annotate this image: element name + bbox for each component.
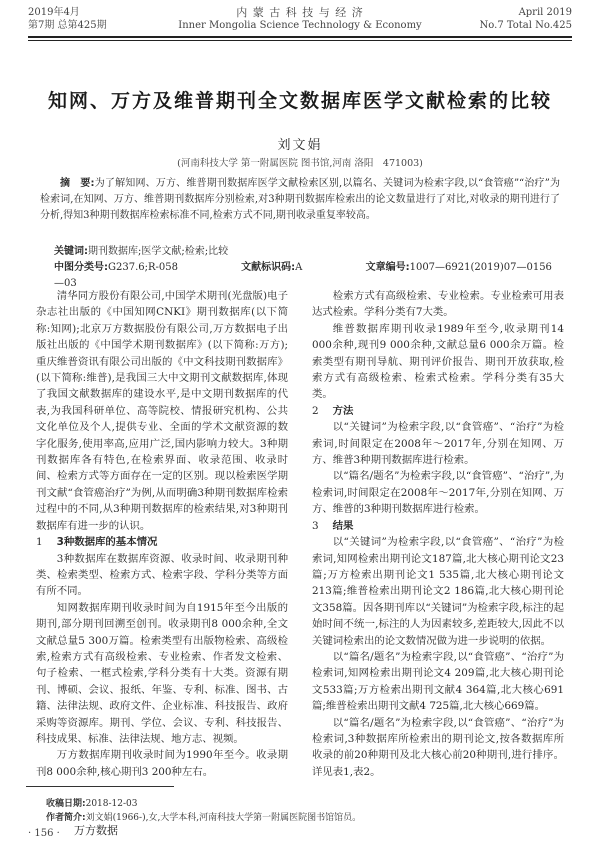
body-paragraph: 维普数据库期刊收录1989年至今,收录期刊14 000余种,现刊9 000余种,文献总量6 000余万篇。检索类型有期刊导航、期刊评价报告、期刊开放获取,检索方式有高级检索、检索式检索。学科分类有35大类。 xyxy=(312,322,564,401)
keywords-value: 期刊数据库;医学文献;检索;比较 xyxy=(88,246,229,257)
article-no-field: 文章编号:1007—6921(2019)07—0156—03 xyxy=(54,262,552,289)
page-number: · 156 · xyxy=(28,828,60,839)
article-title: 知网、万方及维普期刊全文数据库医学文献检索的比较 xyxy=(47,90,552,112)
journal-name-cn: 内 蒙 古 科 技 与 经 济 xyxy=(236,6,364,19)
article-author: 刘文娟 xyxy=(277,138,323,153)
section-heading-1: 1 3种数据库的基本情况 xyxy=(36,536,158,549)
header-date-en: April 2019 xyxy=(518,7,572,18)
clc-field: 中图分类号:G237.6;R-058 xyxy=(54,262,178,273)
body-paragraph: 以“篇名/题名”为检索字段,以“食管癌”、“治疗”为检索词,知网检索出期刊论文4 209篇,北大核心期刊论文533篇;万方检索出期刊文献4 364篇,北大核心691篇;维普检索出期刊文献4 725篇,北大核心669篇。 xyxy=(312,650,564,713)
footnote-divider xyxy=(26,786,174,787)
keywords-line xyxy=(54,244,560,260)
header-rule-thick xyxy=(28,36,572,38)
body-paragraph: 检索方式有高级检索、专业检索。专业检索可用表达式检索。学科分类有7大类。 xyxy=(312,290,564,319)
section-heading-3: 3 结果 xyxy=(312,519,354,532)
header-issue-cn: 第7期 总第425期 xyxy=(28,20,107,31)
keywords-label: 关键词: xyxy=(54,246,88,257)
abstract-text: 为了解知网、万方、维普期刊数据库医学文献检索区别,以篇名、关键词为检索字段,以“食管癌”“治疗”为检索词,在知网、万方、维普期刊数据库分别检索,对3种期刊数据库检索出的论文数量进行了对比,对收录的期刊进行了分析,得知3种期刊数据库检索标准不同,检索方式不同,期刊收录重复率较高。 xyxy=(40,178,560,221)
intro-paragraph: 清华同方股份有限公司,中国学术期刊(光盘版)电子杂志社出版的《中国知网CNKI》期刊数据库(以下简称:知网);北京万方数据股份有限公司,万方数据电子出版社出版的《中国学术期刊数据库》(以下简称:万方);重庆维普资讯有限公司出版的《中文科技期刊数据库》(以下简称:维普),是我国三大中文期刊文献数据库,体现了我国文献数据库的建设水平,是中文期刊数据库的代表,为我国科研单位、高等院校、情报研究机构、公共文化单位及个人,提供专业、全面的学术文献资源的数字化服务,使用率高,应用广泛,国内影响力较大。3种期刊数据库各有特色,在检索界面、收录范围、收录时间、检索方式等方面存在一定的区别。现以检索医学期刊文献“食管癌治疗”为例,从而明确3种期刊数据库检索过程中的不同,从3种期刊数据库的检索结果,对3种期刊数据库有进一步的认识。 xyxy=(36,290,288,532)
journal-name-en: Inner Mongolia Science Technology & Economy xyxy=(178,20,422,31)
header-date-cn: 2019年4月 xyxy=(28,7,80,18)
body-paragraph: 以“关键词”为检索字段,以“食管癌”、“治疗”为检索词,时间限定在2008年～2017年,分别在知网、万方、维普3种期刊数据库进行检索。 xyxy=(312,421,564,467)
author-bio-footnote: 作者简介:刘文娟(1966-),女,大学本科,河南科技大学第一附属医院图书馆馆员。 xyxy=(46,813,362,823)
left-column xyxy=(36,288,288,780)
section-heading-2: 2 方法 xyxy=(312,404,354,417)
body-paragraph: 知网数据库期刊收录时间为自1915年至今出版的期刊,部分期刊回溯至创刊。收录期刊8 000余种,全文文献总量5 300万篇。检索类型有出版物检索、高级检索,检索方式有高级检索、专业检索、作者发文检索、句子检索、一框式检索,学科分类有十大类。资源有期刊、博硕、会议、报纸、年鉴、专利、标准、图书、古籍、法律法规、政府文件、企业标准、科技报告、政府采购等资源库。期刊、学位、会议、专利、科技报告、科技成果、标准、法律法规、地方志、视频。 xyxy=(36,601,288,745)
body-paragraph: 以“篇名/题名”为检索字段,以“食管癌”、“治疗”为检索词,3种数据库所检索出的期刊论文,按各数据库所收录的前20种期刊及北大核心前20种期刊,进行排序。详见表1,表2。 xyxy=(312,716,564,778)
received-date-footnote: 收稿日期:2018-12-03 xyxy=(46,799,138,809)
abstract-label: 摘 要: xyxy=(60,178,95,189)
watermark-text: 万方数据 xyxy=(74,824,118,837)
abstract xyxy=(40,176,560,224)
body-paragraph: 万方数据库期刊收录时间为1990年至今。收录期刊8 000余种,核心期刊3 200种左右。 xyxy=(36,749,288,778)
doc-code-field: 文献标识码:A xyxy=(241,262,303,273)
header-right xyxy=(480,6,572,32)
header-issue-en: No.7 Total No.425 xyxy=(479,20,572,31)
right-column xyxy=(312,288,564,780)
header-rule-thin xyxy=(28,40,572,41)
body-paragraph: 以“关键词”为检索字段,以“食管癌”、“治疗”为检索词,知网检索出期刊论文187篇,北大核心期刊论文23篇;万方检索出期刊论文1 535篇,北大核心期刊论文213篇;维普检索出期刊论文2 186篇,北大核心期刊论文358篇。因各期刊库以“关键词”为检索字段,标注的起始时间不统一,标注的人为因素较多,差距较大,因此不以关键词检索出的论文数情况做为进一步说明的依据。 xyxy=(312,536,564,647)
author-affiliation: (河南科技大学 第一附属医院 图书馆,河南 洛阳 471003) xyxy=(177,158,423,169)
body-paragraph: 以“篇名/题名”为检索字段,以“食管癌”、“治疗”,为检索词,时间限定在2008年～2017年,分别在知网、万方、维普的3种期刊数据库进行检索。 xyxy=(312,470,564,516)
running-header xyxy=(28,6,572,44)
body-paragraph: 3种数据库在数据库资源、收录时间、收录期刊种类、检索类型、检索方式、检索字段、学科分类等方面有所不同。 xyxy=(36,552,288,598)
